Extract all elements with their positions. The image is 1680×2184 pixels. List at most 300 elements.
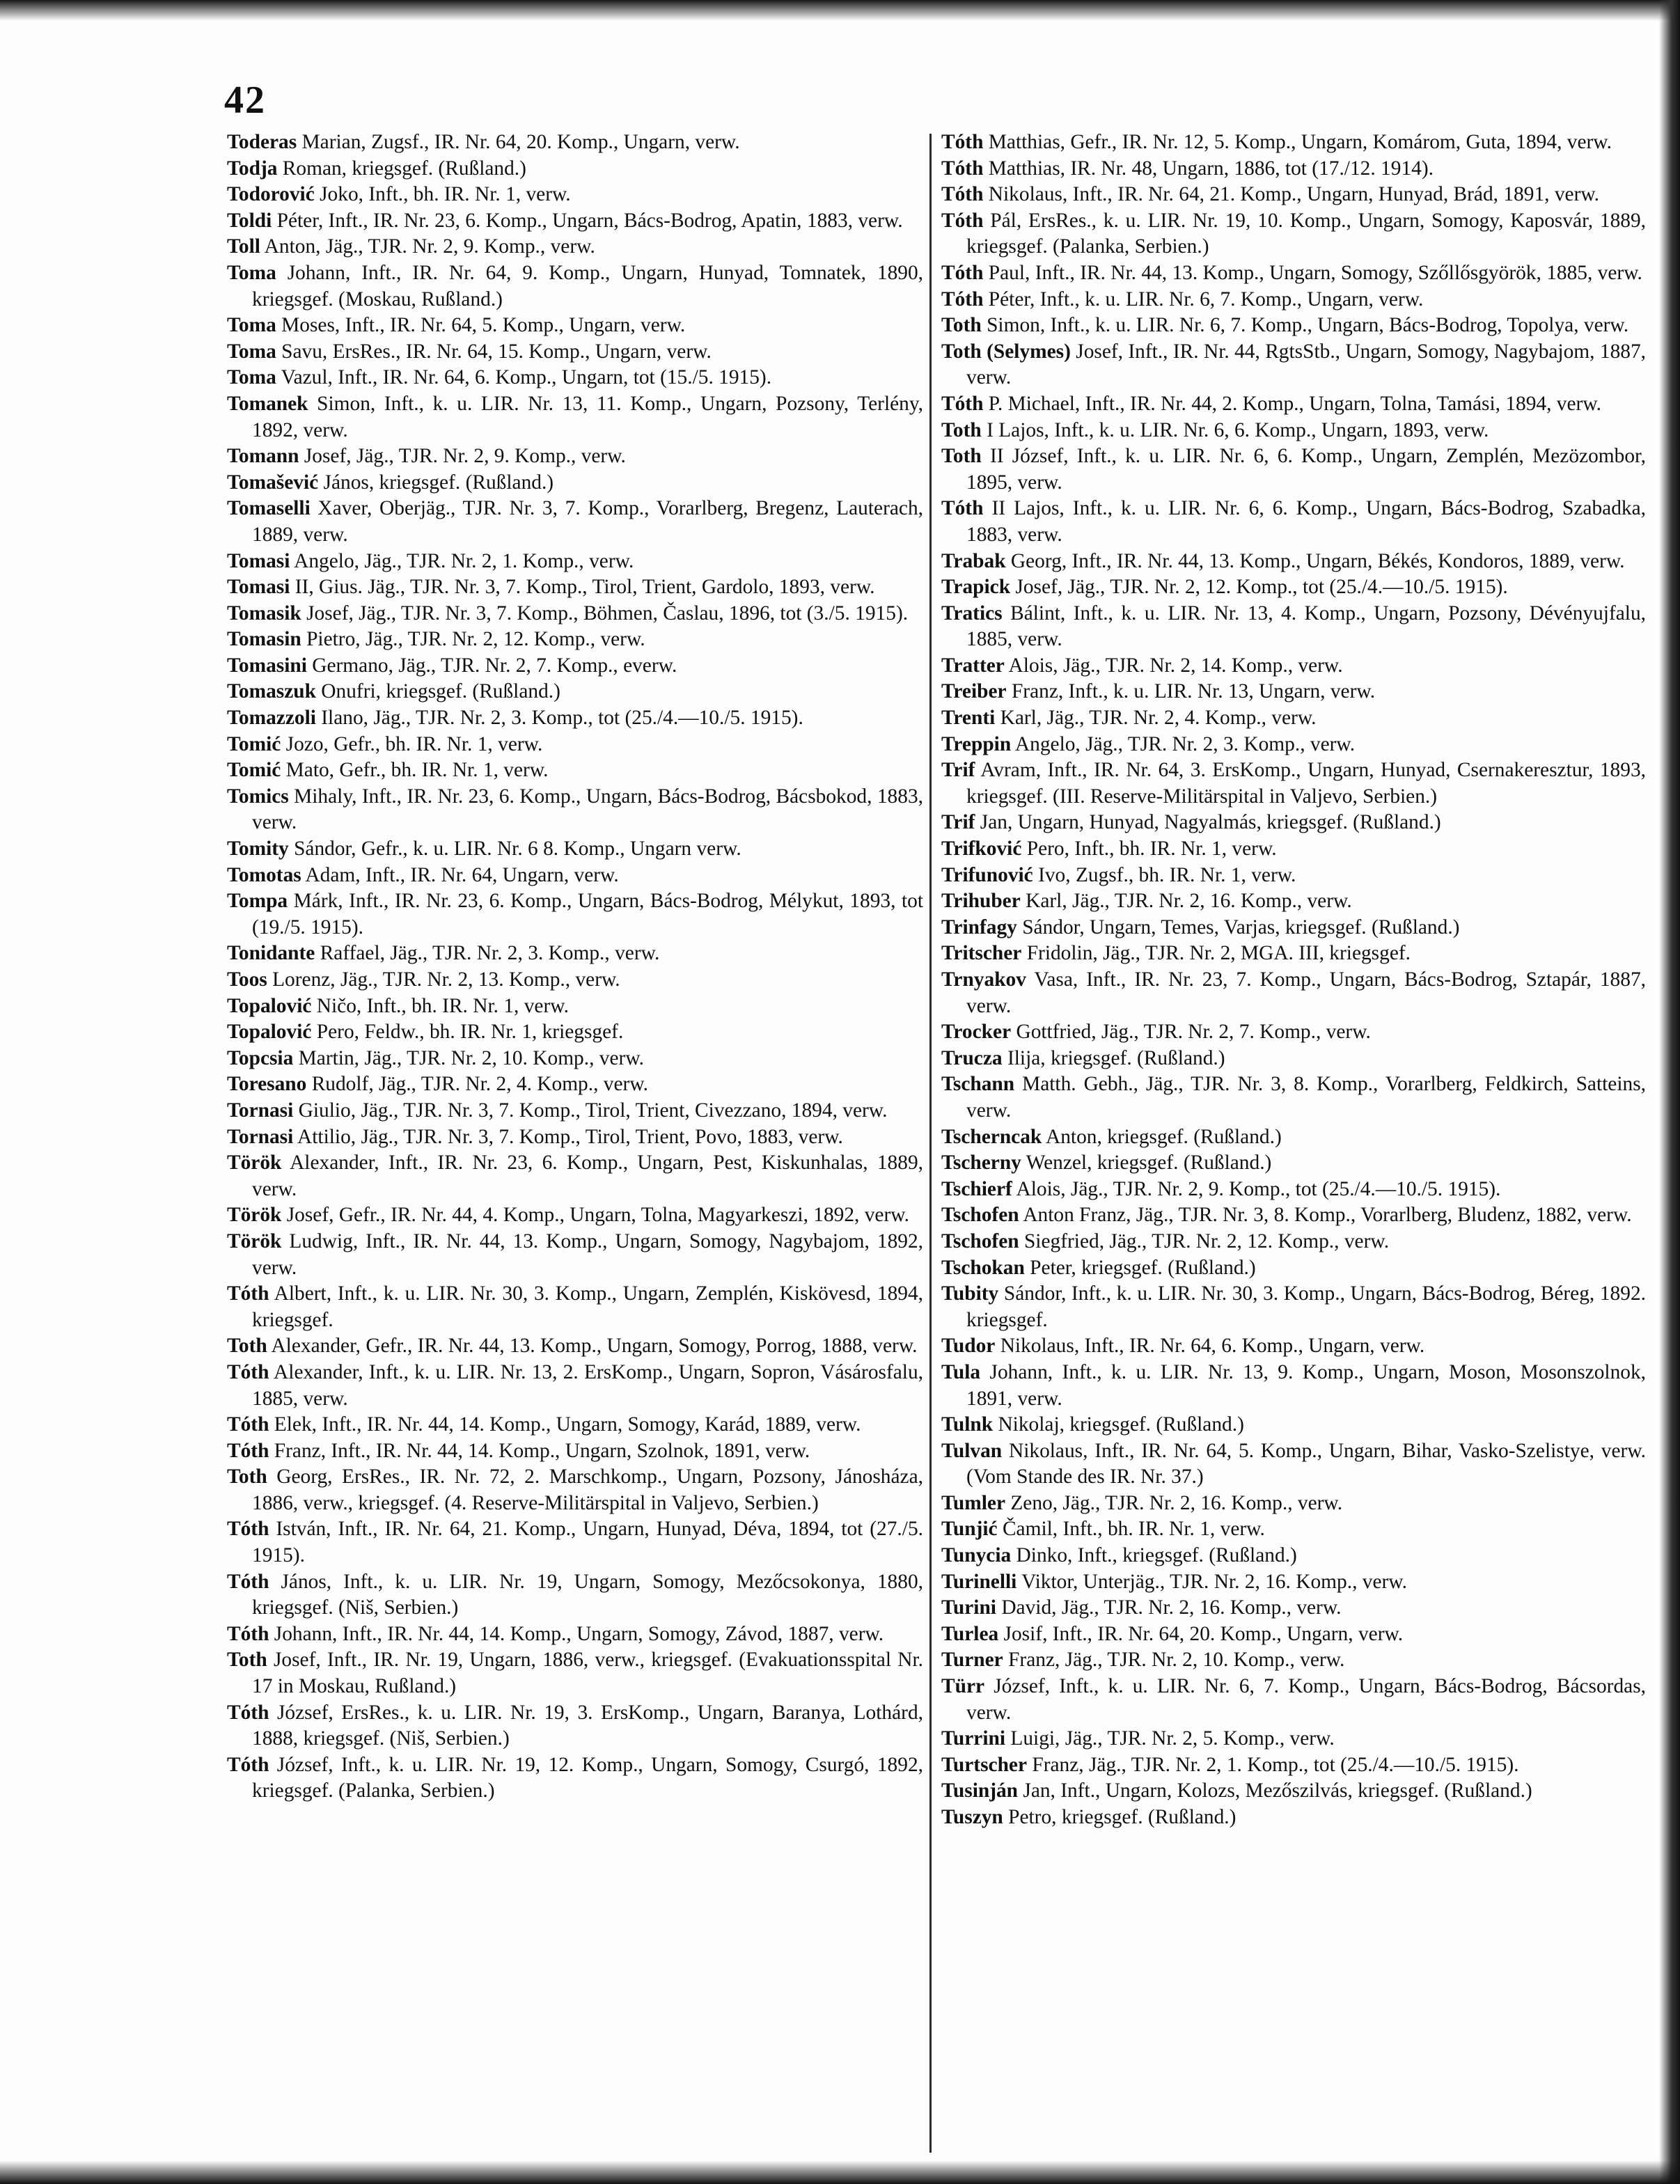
entry-surname: Tonidante xyxy=(227,942,315,965)
entry-surname: Tulnk xyxy=(941,1413,994,1436)
list-item xyxy=(941,313,1646,339)
entry-surname: Turini xyxy=(941,1596,996,1619)
entry-details: Elek, Inft., IR. Nr. 44, 14. Komp., Ungarn, Somogy, Karád, 1889, verw. xyxy=(269,1413,861,1436)
list-item xyxy=(941,1124,1646,1151)
list-item xyxy=(227,993,923,1020)
list-item xyxy=(941,836,1646,863)
list-item xyxy=(941,1071,1646,1124)
list-item xyxy=(227,574,923,601)
entry-details: Sándor, Ungarn, Temes, Varjas, kriegsgef. (Rußland.) xyxy=(1016,916,1460,938)
entry-surname: Tubity xyxy=(941,1282,999,1305)
list-item xyxy=(227,339,923,366)
list-item xyxy=(227,1569,923,1621)
entry-details: Ivo, Zugsf., bh. IR. Nr. 1, verw. xyxy=(1033,863,1296,886)
entry-details: Avram, Inft., IR. Nr. 64, 3. ErsKomp., Ungarn, Hunyad, Csernakeresztur, 1893, kriegsgef. (III. Reserve-Militärspital in Valjevo, Serbien.) xyxy=(966,759,1646,808)
entry-surname: Toth xyxy=(227,1335,267,1358)
entry-details: Karl, Jäg., TJR. Nr. 2, 4. Komp., verw. xyxy=(995,707,1317,730)
entry-details: Pietro, Jäg., TJR. Nr. 2, 12. Komp., verw. xyxy=(301,628,645,651)
entry-details: Matthias, IR. Nr. 48, Ungarn, 1886, tot (17./12. 1914). xyxy=(983,157,1434,180)
entry-surname: Trif xyxy=(941,811,975,834)
entry-details: Márk, Inft., IR. Nr. 23, 6. Komp., Ungarn, Bács-Bodrog, Mélykut, 1893, tot (19./5. 1915). xyxy=(252,890,923,938)
entry-details: P. Michael, Inft., IR. Nr. 44, 2. Komp., Ungarn, Tolna, Tamási, 1894, verw. xyxy=(983,392,1601,415)
entry-details: Georg, Inft., IR. Nr. 44, 13. Komp., Ungarn, Békés, Kondoros, 1889, verw. xyxy=(1005,549,1625,572)
entry-surname: Tóth xyxy=(941,288,984,311)
list-item xyxy=(227,1333,923,1360)
list-item xyxy=(941,863,1646,889)
list-item xyxy=(941,1621,1646,1648)
entry-details: Germano, Jäg., TJR. Nr. 2, 7. Komp., everw. xyxy=(306,654,677,677)
list-item xyxy=(227,208,923,235)
entry-details: Matthias, Gefr., IR. Nr. 12, 5. Komp., Ungarn, Komárom, Guta, 1894, verw. xyxy=(983,131,1612,153)
list-item xyxy=(227,1019,923,1046)
entry-surname: Tóth xyxy=(941,209,984,232)
entry-surname: Treppin xyxy=(941,732,1012,755)
entry-surname: Tóth xyxy=(227,1570,269,1593)
list-item xyxy=(941,967,1646,1019)
list-item xyxy=(227,1412,923,1438)
entry-surname: Tscherny xyxy=(941,1152,1021,1175)
entry-details: Peter, kriegsgef. (Rußland.) xyxy=(1024,1256,1256,1279)
entry-details: Simon, Inft., k. u. LIR. Nr. 13, 11. Komp., Ungarn, Pozsony, Terlény, 1892, verw. xyxy=(252,392,923,441)
entry-surname: Tratics xyxy=(941,602,1003,624)
list-item xyxy=(227,260,923,313)
entry-details: Alexander, Inft., IR. Nr. 23, 6. Komp., Ungarn, Pest, Kiskunhalas, 1889, verw. xyxy=(252,1152,923,1200)
entry-details: II, Gius. Jäg., TJR. Nr. 3, 7. Komp., Tirol, Trient, Gardolo, 1893, verw. xyxy=(290,576,875,599)
list-item xyxy=(227,365,923,391)
entry-details: Siegfried, Jäg., TJR. Nr. 2, 12. Komp., verw. xyxy=(1019,1230,1390,1252)
entry-details: Franz, Jäg., TJR. Nr. 2, 1. Komp., tot (25./4.—10./5. 1915). xyxy=(1027,1753,1519,1776)
entry-details: Roman, kriegsgef. (Rußland.) xyxy=(277,157,526,180)
entry-surname: Tusinján xyxy=(941,1780,1019,1802)
entry-surname: Tornasi xyxy=(227,1099,294,1122)
entry-surname: Tóth xyxy=(941,131,984,153)
entry-details: Josef, Jäg., TJR. Nr. 3, 7. Komp., Böhmen, Časlau, 1896, tot (3./5. 1915). xyxy=(301,602,909,624)
list-item xyxy=(941,182,1646,208)
entry-details: Franz, Jäg., TJR. Nr. 2, 10. Komp., verw. xyxy=(1003,1649,1345,1672)
entry-details: Matth. Gebh., Jäg., TJR. Nr. 3, 8. Komp., Vorarlberg, Feldkirch, Satteins, verw. xyxy=(966,1073,1646,1122)
list-item xyxy=(941,129,1646,156)
list-item xyxy=(941,1438,1646,1491)
entry-details: Rudolf, Jäg., TJR. Nr. 2, 4. Komp., verw. xyxy=(306,1073,648,1096)
entry-details: Karl, Jäg., TJR. Nr. 2, 16. Komp., verw. xyxy=(1020,890,1352,913)
entry-details: Pero, Inft., bh. IR. Nr. 1, verw. xyxy=(1021,838,1277,861)
entry-surname: Tscherncak xyxy=(941,1125,1042,1148)
list-item xyxy=(227,888,923,941)
list-item xyxy=(941,1543,1646,1569)
entry-details: Nikolaus, Inft., IR. Nr. 64, 6. Komp., Ungarn, verw. xyxy=(995,1335,1425,1358)
list-item xyxy=(941,1778,1646,1805)
list-item xyxy=(941,391,1646,418)
list-item xyxy=(941,1177,1646,1203)
entry-details: Vazul, Inft., IR. Nr. 64, 6. Komp., Ungarn, tot (15./5. 1915). xyxy=(276,366,772,389)
entry-surname: Trabak xyxy=(941,549,1006,572)
entry-surname: Topalović xyxy=(227,1021,312,1044)
entry-surname: Turinelli xyxy=(941,1570,1017,1593)
entry-surname: Trucza xyxy=(941,1046,1003,1069)
entry-surname: Turner xyxy=(941,1649,1003,1672)
entry-details: Giulio, Jäg., TJR. Nr. 3, 7. Komp., Tirol, Trient, Civezzano, 1894, verw. xyxy=(293,1099,888,1122)
entry-surname: Todorović xyxy=(227,183,315,206)
list-item xyxy=(227,941,923,967)
entry-surname: Trapick xyxy=(941,576,1011,599)
entry-surname: Tóth xyxy=(227,1360,269,1383)
entry-details: Anton, kriegsgef. (Rußland.) xyxy=(1042,1125,1282,1148)
entry-details: Angelo, Jäg., TJR. Nr. 2, 3. Komp., verw. xyxy=(1011,732,1356,755)
scan-edge-bottom xyxy=(0,2160,1680,2184)
list-item xyxy=(227,391,923,443)
entry-details: Gottfried, Jäg., TJR. Nr. 2, 7. Komp., verw. xyxy=(1011,1021,1371,1044)
entry-surname: Tuszyn xyxy=(941,1806,1003,1828)
entry-details: Wenzel, kriegsgef. (Rußland.) xyxy=(1021,1152,1272,1175)
entry-surname: Toll xyxy=(227,235,260,258)
entry-surname: Toth xyxy=(941,445,982,468)
list-item xyxy=(227,1150,923,1202)
entry-surname: Török xyxy=(227,1152,282,1175)
entry-surname: Tomaselli xyxy=(227,497,311,520)
list-item xyxy=(227,234,923,260)
entry-details: Josef, Gefr., IR. Nr. 44, 4. Komp., Ungarn, Tolna, Magyarkeszi, 1892, verw. xyxy=(281,1204,909,1227)
entry-details: Moses, Inft., IR. Nr. 64, 5. Komp., Ungarn, verw. xyxy=(276,314,686,337)
list-item xyxy=(227,1046,923,1072)
entry-details: Johann, Inft., k. u. LIR. Nr. 13, 9. Komp., Ungarn, Moson, Mosonszolnok, 1891, verw. xyxy=(966,1360,1646,1410)
entry-surname: Tritscher xyxy=(941,942,1022,965)
entry-surname: Tomić xyxy=(227,759,281,782)
entry-surname: Tschofen xyxy=(941,1230,1019,1252)
entry-surname: Toma xyxy=(227,366,276,389)
list-item xyxy=(227,313,923,339)
entry-surname: Tomić xyxy=(227,732,281,755)
entry-details: Péter, Inft., IR. Nr. 23, 6. Komp., Ungarn, Bács-Bodrog, Apatin, 1883, verw. xyxy=(272,209,903,232)
entry-surname: Toth xyxy=(227,1649,267,1672)
entry-surname: Tschokan xyxy=(941,1256,1025,1279)
list-item xyxy=(941,1412,1646,1438)
entry-surname: Treiber xyxy=(941,680,1007,703)
list-item xyxy=(941,260,1646,287)
entry-details: Sándor, Gefr., k. u. LIR. Nr. 6 8. Komp., Ungarn verw. xyxy=(288,838,741,861)
entry-details: Pero, Feldw., bh. IR. Nr. 1, kriegsgef. xyxy=(311,1021,624,1044)
entry-surname: Tratter xyxy=(941,654,1005,677)
entry-details: II József, Inft., k. u. LIR. Nr. 6, 6. Komp., Ungarn, Zemplén, Mezözombor, 1895, verw. xyxy=(966,445,1646,494)
list-item xyxy=(227,549,923,575)
entry-details: Alois, Jäg., TJR. Nr. 2, 9. Komp., tot (25./4.—10./5. 1915). xyxy=(1012,1177,1501,1200)
entry-details: Ničo, Inft., bh. IR. Nr. 1, verw. xyxy=(311,994,569,1017)
list-item xyxy=(941,1333,1646,1360)
list-item xyxy=(941,1255,1646,1282)
list-item xyxy=(941,1647,1646,1674)
entry-details: Georg, ErsRes., IR. Nr. 72, 2. Marschkomp., Ungarn, Pozsony, Jánosháza, 1886, verw., kriegsgef. (4. Reserve-Militärspital in Valjevo, Serbien.) xyxy=(252,1466,923,1514)
list-item xyxy=(227,784,923,836)
entry-details: Alexander, Inft., k. u. LIR. Nr. 13, 2. ErsKomp., Ungarn, Sopron, Vásárosfalu, 1885, verw. xyxy=(252,1360,923,1410)
entry-surname: Tóth xyxy=(941,392,984,415)
list-item xyxy=(941,339,1646,391)
entry-details: Joko, Inft., bh. IR. Nr. 1, verw. xyxy=(314,183,571,206)
entry-surname: Tóth xyxy=(227,1413,269,1436)
entry-details: Jan, Ungarn, Hunyad, Nagyalmás, kriegsgef. (Rußland.) xyxy=(975,811,1441,834)
entry-surname: Török xyxy=(227,1230,282,1252)
list-item xyxy=(227,757,923,784)
entry-surname: Toresano xyxy=(227,1073,307,1096)
entry-details: József, Inft., k. u. LIR. Nr. 19, 12. Komp., Ungarn, Somogy, Csurgó, 1892, kriegsgef. (Palanka, Serbien.) xyxy=(252,1753,923,1802)
entry-surname: Tula xyxy=(941,1360,981,1383)
entry-details: Viktor, Unterjäg., TJR. Nr. 2, 16. Komp., verw. xyxy=(1016,1570,1407,1593)
list-item xyxy=(941,443,1646,496)
list-item xyxy=(227,496,923,548)
list-item xyxy=(941,732,1646,758)
entry-surname: Tomazzoli xyxy=(227,707,316,730)
entry-details: Marian, Zugsf., IR. Nr. 64, 20. Komp., Ungarn, verw. xyxy=(297,131,740,153)
entry-surname: Trinfagy xyxy=(941,916,1017,938)
entry-surname: Tompa xyxy=(227,890,288,913)
entry-details: Josef, Inft., IR. Nr. 19, Ungarn, 1886, verw., kriegsgef. (Evakuationsspital Nr. 17 in Moskau, Rußland.) xyxy=(252,1649,923,1698)
list-item xyxy=(227,1360,923,1412)
list-item xyxy=(941,1805,1646,1831)
entry-details: Alois, Jäg., TJR. Nr. 2, 14. Komp., verw. xyxy=(1004,654,1343,677)
entry-surname: Tóth xyxy=(227,1701,269,1724)
entry-details: Johann, Inft., IR. Nr. 64, 9. Komp., Ungarn, Hunyad, Tomnatek, 1890, kriegsgef. (Moskau, Rußland.) xyxy=(252,261,923,311)
entry-details: Raffael, Jäg., TJR. Nr. 2, 3. Komp., verw. xyxy=(315,942,660,965)
entry-details: Ludwig, Inft., IR. Nr. 44, 13. Komp., Ungarn, Somogy, Nagybajom, 1892, verw. xyxy=(252,1230,923,1279)
entry-details: Anton Franz, Jäg., TJR. Nr. 3, 8. Komp., Vorarlberg, Bludenz, 1882, verw. xyxy=(1019,1204,1632,1227)
entry-details: József, Inft., k. u. LIR. Nr. 6, 7. Komp., Ungarn, Bács-Bodrog, Bácsordas, verw. xyxy=(966,1675,1646,1724)
list-item xyxy=(227,863,923,889)
entry-details: Savu, ErsRes., IR. Nr. 64, 15. Komp., Ungarn, verw. xyxy=(276,340,712,363)
list-item xyxy=(941,653,1646,679)
entry-details: Ilano, Jäg., TJR. Nr. 2, 3. Komp., tot (25./4.—10./5. 1915). xyxy=(315,707,803,730)
entry-details: Jan, Inft., Ungarn, Kolozs, Mezőszilvás, kriegsgef. (Rußland.) xyxy=(1018,1780,1532,1802)
entry-details: Nikolaj, kriegsgef. (Rußland.) xyxy=(993,1413,1244,1436)
entry-surname: Tomasi xyxy=(227,576,290,599)
entry-details: Josef, Jäg., TJR. Nr. 2, 9. Komp., verw. xyxy=(299,445,626,468)
entry-surname: Tomaszuk xyxy=(227,680,316,703)
entry-details: Dinko, Inft., kriegsgef. (Rußland.) xyxy=(1011,1544,1297,1567)
list-item xyxy=(941,156,1646,182)
entry-surname: Turrini xyxy=(941,1727,1006,1750)
entry-details: Čamil, Inft., bh. IR. Nr. 1, verw. xyxy=(997,1518,1265,1541)
entry-surname: Tomasini xyxy=(227,654,307,677)
list-item xyxy=(941,1150,1646,1177)
list-item xyxy=(227,627,923,653)
entry-surname: Toth xyxy=(227,1466,267,1488)
entry-details: Ilija, kriegsgef. (Rußland.) xyxy=(1002,1046,1225,1069)
entry-surname: Tóth xyxy=(227,1518,269,1541)
entry-details: Attilio, Jäg., TJR. Nr. 3, 7. Komp., Tirol, Trient, Povo, 1883, verw. xyxy=(293,1125,843,1148)
list-item xyxy=(227,129,923,156)
entry-details: Xaver, Oberjäg., TJR. Nr. 3, 7. Komp., Vorarlberg, Bregenz, Lauterach, 1889, verw. xyxy=(252,497,923,546)
list-item xyxy=(227,601,923,627)
left-column xyxy=(227,129,923,1805)
entry-details: János, Inft., k. u. LIR. Nr. 19, Ungarn, Somogy, Mezőcsokonya, 1880, kriegsgef. (Niš, Serbien.) xyxy=(252,1570,923,1619)
list-item xyxy=(941,705,1646,732)
entry-details: Petro, kriegsgef. (Rußland.) xyxy=(1003,1806,1237,1828)
entry-surname: Toos xyxy=(227,968,267,991)
entry-surname: Trenti xyxy=(941,707,996,730)
list-item xyxy=(227,1229,923,1281)
list-item xyxy=(227,1098,923,1124)
entry-details: Anton, Jäg., TJR. Nr. 2, 9. Komp., verw. xyxy=(260,235,595,258)
entry-details: Albert, Inft., k. u. LIR. Nr. 30, 3. Komp., Ungarn, Zemplén, Kiskövesd, 1894, kriegsgef. xyxy=(252,1282,923,1331)
list-item xyxy=(941,941,1646,967)
entry-surname: Tomasi xyxy=(227,549,290,572)
entry-details: Lorenz, Jäg., TJR. Nr. 2, 13. Komp., verw. xyxy=(267,968,620,991)
entry-details: Simon, Inft., k. u. LIR. Nr. 6, 7. Komp., Ungarn, Bács-Bodrog, Topolya, verw. xyxy=(981,314,1629,337)
entry-details: Franz, Inft., k. u. LIR. Nr. 13, Ungarn, verw. xyxy=(1006,680,1376,703)
list-item xyxy=(941,1491,1646,1517)
entry-details: Alexander, Gefr., IR. Nr. 44, 13. Komp., Ungarn, Somogy, Porrog, 1888, verw. xyxy=(267,1335,918,1358)
entry-details: Angelo, Jäg., TJR. Nr. 2, 1. Komp., verw. xyxy=(290,549,634,572)
entry-details: Franz, Inft., IR. Nr. 44, 14. Komp., Ungarn, Szolnok, 1891, verw. xyxy=(269,1439,810,1462)
entry-details: József, ErsRes., k. u. LIR. Nr. 19, 3. ErsKomp., Ungarn, Baranya, Lothárd, 1888, kriegsgef. (Niš, Serbien.) xyxy=(252,1701,923,1750)
list-item xyxy=(227,1621,923,1648)
entry-surname: Topalović xyxy=(227,994,312,1017)
entry-details: Adam, Inft., IR. Nr. 64, Ungarn, verw. xyxy=(301,863,619,886)
entry-surname: Tóth xyxy=(227,1439,269,1462)
entry-details: Bálint, Inft., k. u. LIR. Nr. 13, 4. Komp., Ungarn, Pozsony, Dévényujfalu, 1885, verw. xyxy=(966,602,1646,651)
page-number: 42 xyxy=(224,79,266,122)
list-item xyxy=(941,1726,1646,1752)
entry-surname: Todja xyxy=(227,157,278,180)
entry-details: Sándor, Inft., k. u. LIR. Nr. 30, 3. Komp., Ungarn, Bács-Bodrog, Béreg, 1892. kriegsgef. xyxy=(966,1282,1646,1331)
entry-details: Josif, Inft., IR. Nr. 64, 20. Komp., Ungarn, verw. xyxy=(998,1622,1404,1645)
entry-details: Péter, Inft., k. u. LIR. Nr. 6, 7. Komp., Ungarn, verw. xyxy=(983,288,1424,311)
entry-details: Mihaly, Inft., IR. Nr. 23, 6. Komp., Ungarn, Bács-Bodrog, Bácsbokod, 1883, verw. xyxy=(252,785,923,834)
entry-surname: Trifković xyxy=(941,838,1022,861)
entry-surname: Tumler xyxy=(941,1491,1005,1514)
list-item xyxy=(227,1464,923,1516)
entry-surname: Tschofen xyxy=(941,1204,1019,1227)
entry-details: Luigi, Jäg., TJR. Nr. 2, 5. Komp., verw. xyxy=(1005,1727,1335,1750)
list-item xyxy=(227,470,923,496)
entry-details: Zeno, Jäg., TJR. Nr. 2, 16. Komp., verw. xyxy=(1005,1491,1343,1514)
entry-surname: Tomasik xyxy=(227,602,301,624)
list-item xyxy=(227,836,923,863)
list-item xyxy=(941,1202,1646,1229)
list-item xyxy=(227,1516,923,1569)
entry-surname: Tunjić xyxy=(941,1518,998,1541)
entry-surname: Tomašević xyxy=(227,471,319,494)
list-item xyxy=(227,1071,923,1098)
entry-surname: Tóth xyxy=(227,1282,269,1305)
entry-surname: Tomotas xyxy=(227,863,301,886)
list-item xyxy=(941,1595,1646,1621)
entry-surname: Toderas xyxy=(227,131,297,153)
list-item xyxy=(941,1229,1646,1255)
entry-surname: Tóth xyxy=(941,261,984,284)
column-divider xyxy=(929,134,932,2153)
list-item xyxy=(227,1752,923,1805)
list-item xyxy=(941,915,1646,941)
list-item xyxy=(227,1438,923,1465)
entry-details: Nikolaus, Inft., IR. Nr. 64, 21. Komp., Ungarn, Hunyad, Brád, 1891, verw. xyxy=(983,183,1600,206)
entry-surname: Toma xyxy=(227,314,276,337)
right-column xyxy=(941,129,1646,1831)
entry-details: Jozo, Gefr., bh. IR. Nr. 1, verw. xyxy=(281,732,543,755)
scan-edge-top xyxy=(0,0,1680,21)
entry-details: Nikolaus, Inft., IR. Nr. 64, 5. Komp., Ungarn, Bihar, Vasko-Szelistye, verw. (Vom Stande des IR. Nr. 37.) xyxy=(966,1439,1646,1488)
entry-details: Martin, Jäg., TJR. Nr. 2, 10. Komp., verw. xyxy=(293,1046,644,1069)
list-item xyxy=(941,1019,1646,1046)
entry-surname: Tóth xyxy=(941,497,984,520)
entry-surname: Tomanek xyxy=(227,392,308,415)
entry-surname: Tschann xyxy=(941,1073,1015,1096)
entry-surname: Toth xyxy=(941,314,982,337)
entry-surname: Tornasi xyxy=(227,1125,294,1148)
list-item xyxy=(941,888,1646,915)
entry-surname: Toldi xyxy=(227,209,272,232)
list-item xyxy=(227,1647,923,1699)
entry-surname: Trifunović xyxy=(941,863,1033,886)
list-item xyxy=(227,156,923,182)
entry-details: Josef, Jäg., TJR. Nr. 2, 12. Komp., tot (25./4.—10./5. 1915). xyxy=(1010,576,1508,599)
entry-surname: Toma xyxy=(227,261,276,284)
entry-surname: Tomics xyxy=(227,785,289,808)
list-item xyxy=(227,443,923,470)
list-item xyxy=(227,182,923,208)
entry-surname: Tschierf xyxy=(941,1177,1012,1200)
entry-surname: Tóth xyxy=(227,1622,269,1645)
list-item xyxy=(941,1281,1646,1333)
entry-surname: Toth (Selymes) xyxy=(941,340,1071,363)
entry-details: Fridolin, Jäg., TJR. Nr. 2, MGA. III, kriegsgef. xyxy=(1021,942,1411,965)
entry-surname: Toma xyxy=(227,340,276,363)
entry-surname: Toth xyxy=(941,418,982,441)
list-item xyxy=(227,1700,923,1752)
entry-surname: Tomasin xyxy=(227,628,301,651)
list-item xyxy=(227,653,923,679)
list-item xyxy=(227,1202,923,1229)
list-item xyxy=(227,679,923,705)
entry-details: Pál, ErsRes., k. u. LIR. Nr. 19, 10. Komp., Ungarn, Somogy, Kaposvár, 1889, kriegsgef. (Palanka, Serbien.) xyxy=(966,209,1646,258)
entry-surname: Türr xyxy=(941,1675,985,1698)
list-item xyxy=(227,732,923,758)
list-item xyxy=(227,1124,923,1151)
entry-details: David, Jäg., TJR. Nr. 2, 16. Komp., verw. xyxy=(996,1596,1342,1619)
entry-details: Josef, Inft., IR. Nr. 44, RgtsStb., Ungarn, Somogy, Nagybajom, 1887, verw. xyxy=(966,340,1646,389)
list-item xyxy=(941,757,1646,810)
entry-surname: Tunycia xyxy=(941,1544,1012,1567)
entry-details: II Lajos, Inft., k. u. LIR. Nr. 6, 6. Komp., Ungarn, Bács-Bodrog, Szabadka, 1883, verw. xyxy=(966,497,1646,546)
entry-details: János, kriegsgef. (Rußland.) xyxy=(318,471,554,494)
entry-details: I Lajos, Inft., k. u. LIR. Nr. 6, 6. Komp., Ungarn, 1893, verw. xyxy=(981,418,1489,441)
list-item xyxy=(941,1674,1646,1726)
entry-surname: Turlea xyxy=(941,1622,999,1645)
list-item xyxy=(941,810,1646,836)
entry-surname: Tóth xyxy=(941,157,984,180)
list-item xyxy=(941,549,1646,575)
list-item xyxy=(941,287,1646,313)
entry-surname: Trnyakov xyxy=(941,968,1026,991)
entry-surname: Turtscher xyxy=(941,1753,1028,1776)
entry-details: Mato, Gefr., bh. IR. Nr. 1, verw. xyxy=(281,759,549,782)
list-item xyxy=(941,1046,1646,1072)
list-item xyxy=(941,418,1646,444)
entry-surname: Tulvan xyxy=(941,1439,1003,1462)
entry-surname: Trocker xyxy=(941,1021,1012,1044)
entry-surname: Tomity xyxy=(227,838,289,861)
list-item xyxy=(941,1569,1646,1596)
list-item xyxy=(941,1360,1646,1412)
entry-details: Vasa, Inft., IR. Nr. 23, 7. Komp., Ungarn, Bács-Bodrog, Sztapár, 1887, verw. xyxy=(966,968,1646,1017)
entry-details: Paul, Inft., IR. Nr. 44, 13. Komp., Ungarn, Somogy, Szőllősgyörök, 1885, verw. xyxy=(983,261,1642,284)
list-item xyxy=(941,574,1646,601)
entry-surname: Tóth xyxy=(227,1753,269,1776)
entry-details: István, Inft., IR. Nr. 64, 21. Komp., Ungarn, Hunyad, Déva, 1894, tot (27./5. 1915). xyxy=(252,1518,923,1567)
list-item xyxy=(227,967,923,993)
entry-surname: Trihuber xyxy=(941,890,1021,913)
entry-surname: Topcsia xyxy=(227,1046,294,1069)
scan-edge-right xyxy=(1659,0,1680,2184)
list-item xyxy=(941,601,1646,653)
list-item xyxy=(941,1752,1646,1779)
